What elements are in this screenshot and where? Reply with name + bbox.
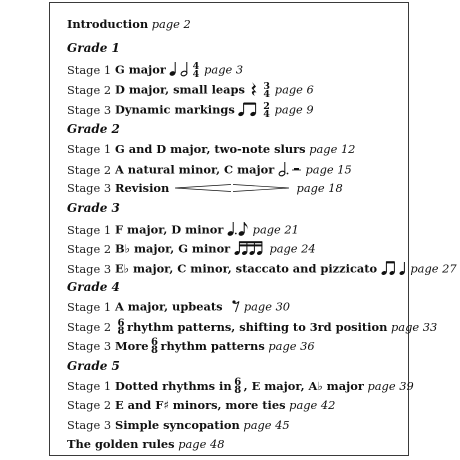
- stage-page: page 33: [391, 320, 438, 334]
- stage-page: page 12: [309, 142, 356, 156]
- stage-page: page 27: [410, 261, 457, 276]
- stage-label: Stage 3: [67, 418, 112, 432]
- grade-4-stage-3[interactable]: [67, 339, 315, 355]
- stage-page: page 45: [243, 418, 290, 432]
- grade-3-stage-1[interactable]: [67, 221, 299, 240]
- stage-title: B♭ major, G minor: [115, 241, 231, 256]
- stage-page: page 42: [289, 398, 336, 412]
- grade-2-heading: Grade 2: [67, 122, 120, 136]
- stage-title: Simple syncopation: [115, 418, 240, 432]
- stage-page: page 15: [305, 162, 352, 177]
- hairpins-icon: [173, 182, 293, 196]
- eighth-rest-icon: [232, 299, 240, 316]
- stage-title: D major, small leaps: [115, 82, 245, 97]
- grade-5-heading: Grade 5: [67, 359, 120, 373]
- stage-label: Stage 2: [67, 320, 112, 334]
- grade-5-stage-3[interactable]: [67, 418, 290, 432]
- stage-title: A major, upbeats: [115, 299, 223, 314]
- grade-3-stage-3[interactable]: [67, 260, 457, 279]
- stage-page: page 39: [367, 379, 414, 393]
- stage-label: Stage 3: [67, 261, 112, 276]
- time-signature-6-8: 6 8: [117, 318, 125, 337]
- stage-title: A natural minor, C major: [115, 162, 275, 177]
- stage-page: page 36: [268, 339, 315, 353]
- golden-rules-title: The golden rules: [67, 437, 175, 451]
- stage-page: page 30: [243, 299, 291, 314]
- stage-title: Revision: [115, 181, 170, 195]
- grade-1-stage-1[interactable]: [67, 61, 243, 80]
- stage-page: page 24: [269, 241, 316, 256]
- stage-label: Stage 3: [67, 181, 112, 195]
- grade-3-stage-2[interactable]: [67, 240, 316, 259]
- stage-page: page 21: [252, 222, 299, 237]
- grade-3-heading: Grade 3: [67, 201, 120, 215]
- intro-page: page 2: [151, 17, 191, 31]
- time-signature-6-8: 6 8: [234, 377, 242, 396]
- stage-title: rhythm patterns, shifting to 3rd position: [127, 320, 388, 334]
- stage-title: rhythm patterns: [160, 339, 265, 353]
- grade-1-heading: Grade 1: [67, 41, 120, 55]
- time-signature-3-4: 3 4: [263, 80, 270, 100]
- stage-page: page 6: [274, 82, 314, 97]
- stage-label: Stage 3: [67, 339, 112, 353]
- grade-2-stage-2[interactable]: [67, 161, 352, 180]
- four-sixteenth-notes-icon: [234, 240, 266, 259]
- stage-title: G and D major, two-note slurs: [115, 142, 306, 156]
- grade-5-stage-1[interactable]: [67, 379, 414, 395]
- stage-label: Stage 3: [67, 102, 112, 117]
- stage-page: page 3: [204, 62, 244, 77]
- grade-1-stage-2[interactable]: [67, 81, 314, 100]
- time-signature-2-4: 2 4: [263, 100, 270, 120]
- stage-title: F major, D minor: [115, 222, 224, 237]
- grade-2-stage-3[interactable]: [67, 181, 343, 196]
- grade-4-heading: Grade 4: [67, 280, 120, 294]
- intro-title: Introduction: [67, 17, 149, 31]
- intro-entry[interactable]: [67, 17, 191, 31]
- stage-title: Dynamic markings: [115, 102, 235, 117]
- stage-page: page 18: [296, 181, 343, 195]
- stage-label: Stage 2: [67, 82, 112, 97]
- stage-title: E and F♯ minors, more ties: [115, 398, 286, 412]
- golden-rules-entry[interactable]: [67, 437, 224, 451]
- time-signature-6-8: 6 8: [150, 337, 158, 356]
- stage-title: G major: [115, 62, 166, 77]
- stage-title: , E major, A♭ major: [243, 379, 364, 393]
- stage-label: Stage 1: [67, 379, 112, 393]
- stage-title: E♭ major, C minor, staccato and pizzicato: [115, 261, 378, 276]
- stage-label: Stage 1: [67, 222, 112, 237]
- quarter-rest-icon: [249, 81, 259, 100]
- grade-1-stage-3[interactable]: [67, 101, 314, 120]
- eighth-notes-quarter-note-icon: [381, 260, 407, 279]
- stage-title-prefix: More: [115, 339, 149, 353]
- dotted-half-note-half-rest-icon: [278, 161, 302, 180]
- grade-5-stage-2[interactable]: [67, 398, 335, 412]
- golden-rules-page: page 48: [178, 437, 225, 451]
- stage-title-prefix: Dotted rhythms in: [115, 379, 232, 393]
- dotted-quarter-eighth-note-icon: [227, 221, 249, 240]
- stage-label: Stage 1: [67, 299, 112, 314]
- stage-label: Stage 2: [67, 241, 112, 256]
- stage-label: Stage 2: [67, 398, 112, 412]
- eighth-note-pairs-icon: [238, 101, 258, 120]
- grade-4-stage-2[interactable]: [67, 320, 437, 336]
- stage-page: page 9: [274, 102, 314, 117]
- grade-2-stage-1[interactable]: [67, 142, 355, 156]
- grade-4-stage-1[interactable]: [67, 299, 290, 316]
- time-signature-4-4: 4 4: [192, 60, 200, 80]
- quarter-half-notes-icon: [169, 61, 191, 80]
- stage-label: Stage 2: [67, 162, 112, 177]
- stage-label: Stage 1: [67, 142, 112, 156]
- stage-label: Stage 1: [67, 62, 112, 77]
